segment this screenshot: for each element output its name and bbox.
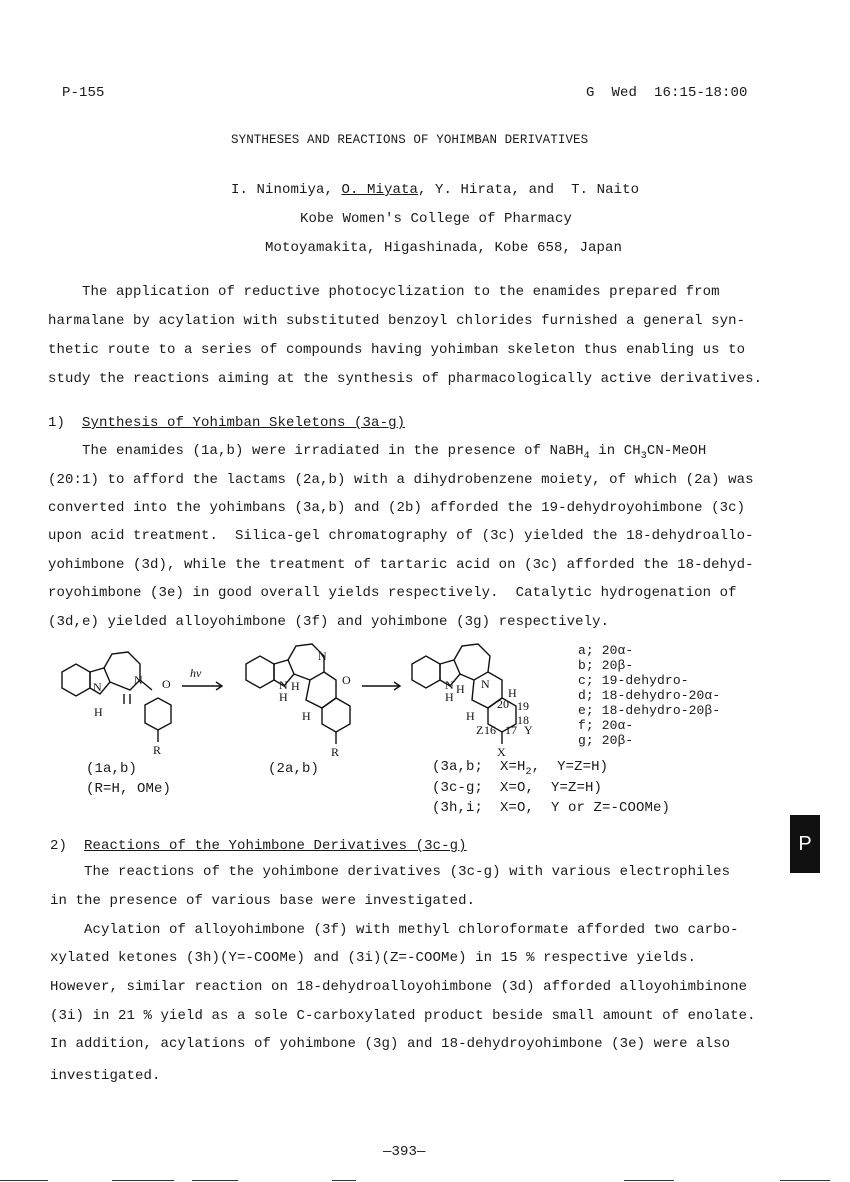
divider xyxy=(192,1180,238,1181)
atom-label: H xyxy=(508,686,517,700)
atom-label: O xyxy=(342,673,351,687)
divider xyxy=(624,1180,674,1181)
compound-label: (3c-g; X=O, Y=Z=H) xyxy=(432,780,603,796)
page-number: —393— xyxy=(383,1144,426,1160)
atom-label: R xyxy=(331,745,340,759)
compound-label: (1a,b) xyxy=(86,761,138,777)
atom-label: Z xyxy=(476,723,484,737)
text-line: investigated. xyxy=(50,1068,161,1084)
subscript: 3 xyxy=(640,451,647,462)
atom-label: H xyxy=(302,709,311,723)
atom-label: N xyxy=(481,677,490,691)
section-tab: P xyxy=(790,815,820,873)
text-line: thetic route to a series of compounds having yohimban skeleton thus enabling us to xyxy=(48,342,746,358)
text-line: The reactions of the yohimbone derivatives (3c-g) with various electrophiles xyxy=(50,864,731,880)
compound-label: (2a,b) xyxy=(268,761,320,777)
text-line: Acylation of alloyohimbone (3f) with methyl chloroformate afforded two carbo- xyxy=(50,922,739,938)
paper-title: SYNTHESES AND REACTIONS OF YOHIMBAN DERIVATIVES xyxy=(231,133,589,147)
text: in CH xyxy=(589,443,641,459)
divider xyxy=(780,1180,830,1181)
structure-1 xyxy=(62,652,171,757)
text: (3a,b; X=H xyxy=(432,759,526,775)
section-number: 2) xyxy=(50,838,85,854)
structure-3 xyxy=(412,644,533,759)
variant-item: f; 20α- xyxy=(578,718,634,733)
session-info: G Wed 16:15-18:00 xyxy=(586,85,748,101)
section-title: Reactions of the Yohimbone Derivatives (3c-g) xyxy=(84,838,467,854)
variant-item: g; 20β- xyxy=(578,733,634,748)
author: , Y. Hirata, and T. Naito xyxy=(418,182,640,198)
position-label: 17 xyxy=(505,723,517,737)
compound-label: (3h,i; X=O, Y or Z=-COOMe) xyxy=(432,800,671,816)
text-line: In addition, acylations of yohimbone (3g) and 18-dehydroyohimbone (3e) were also xyxy=(50,1036,731,1052)
text-line: royohimbone (3e) in good overall yields respectively. Catalytic hydrogenation of xyxy=(48,585,737,601)
position-label: 19 xyxy=(517,699,529,713)
variant-item: a; 20α- xyxy=(578,643,634,658)
variant-item: e; 18-dehydro-20β- xyxy=(578,703,721,718)
position-label: 18 xyxy=(517,713,529,727)
affiliation: Kobe Women's College of Pharmacy xyxy=(300,211,573,227)
variant-item: b; 20β- xyxy=(578,658,634,673)
text: CN-MeOH xyxy=(646,443,707,459)
atom-label: N xyxy=(134,673,143,687)
subscript: 4 xyxy=(583,451,590,462)
atom-label: R xyxy=(153,743,162,757)
structure-2 xyxy=(246,644,351,759)
text-line: harmalane by acylation with substituted benzoyl chlorides furnished a general syn- xyxy=(48,313,746,329)
text-line: The application of reductive photocyclization to the enamides prepared from xyxy=(48,284,720,300)
address: Motoyamakita, Higashinada, Kobe 658, Japan xyxy=(265,240,623,256)
text: , Y=Z=H) xyxy=(531,759,609,775)
text: The enamides (1a,b) were irradiated in the presence of NaBH xyxy=(48,443,584,459)
text-line: in the presence of various base were investigated. xyxy=(50,893,476,909)
position-label: 16 xyxy=(484,723,496,737)
text-line: (3d,e) yielded alloyohimbone (3f) and yohimbone (3g) respectively. xyxy=(48,614,610,630)
presenting-author: O. Miyata xyxy=(341,182,419,198)
subscript: 2 xyxy=(525,767,532,778)
atom-label: H xyxy=(456,682,465,696)
text-line: xylated ketones (3h)(Y=-COOMe) and (3i)(Z=-COOMe) in 15 % respective yields. xyxy=(50,950,697,966)
variant-item: c; 19-dehydro- xyxy=(578,673,689,688)
atom-label: H xyxy=(291,679,300,693)
atom-label: H xyxy=(94,705,103,719)
section-2-heading xyxy=(50,838,467,854)
text-line: study the reactions aiming at the synthesis of pharmacologically active derivatives. xyxy=(48,371,763,387)
position-label: 20 xyxy=(497,697,509,711)
atom-label: H xyxy=(466,709,475,723)
divider xyxy=(332,1180,356,1181)
atom-label: X xyxy=(497,745,506,759)
author: I. Ninomiya, xyxy=(231,182,342,198)
atom-label: N xyxy=(279,678,288,692)
text-line: (20:1) to afford the lactams (2a,b) with a dihydrobenzene moiety, of which (2a) was xyxy=(48,472,754,488)
text-line: yohimbone (3d), while the treatment of tartaric acid on (3c) afforded the 18-dehyd- xyxy=(48,557,754,573)
atom-label: H xyxy=(445,690,454,704)
variant-item: d; 18-dehydro-20α- xyxy=(578,688,721,703)
compound-label xyxy=(432,759,609,778)
section-title: Synthesis of Yohimban Skeletons (3a-g) xyxy=(82,415,406,431)
text-line: upon acid treatment. Silica-gel chromatography of (3c) yielded the 18-dehydroallo- xyxy=(48,528,754,544)
text-line: However, similar reaction on 18-dehydroalloyohimbone (3d) afforded alloyohimbinone xyxy=(50,979,748,995)
section-number: 1) xyxy=(48,415,83,431)
atom-label: O xyxy=(162,677,171,691)
atom-label: N xyxy=(93,680,102,694)
atom-label: H xyxy=(279,690,288,704)
divider xyxy=(112,1180,174,1181)
atom-label: N xyxy=(445,678,454,692)
atom-label: N xyxy=(318,649,327,663)
text-line: converted into the yohimbans (3a,b) and (2b) afforded the 19-dehydroyohimbone (3c) xyxy=(48,500,746,516)
text-line: (3i) in 21 % yield as a sole C-carboxylated product beside small amount of enolate. xyxy=(50,1008,756,1024)
divider xyxy=(0,1180,48,1181)
arrow-label: hν xyxy=(190,666,202,680)
abstract-code: P-155 xyxy=(62,85,105,101)
atom-label: Y xyxy=(524,723,533,737)
compound-substituents: (R=H, OMe) xyxy=(86,781,172,797)
